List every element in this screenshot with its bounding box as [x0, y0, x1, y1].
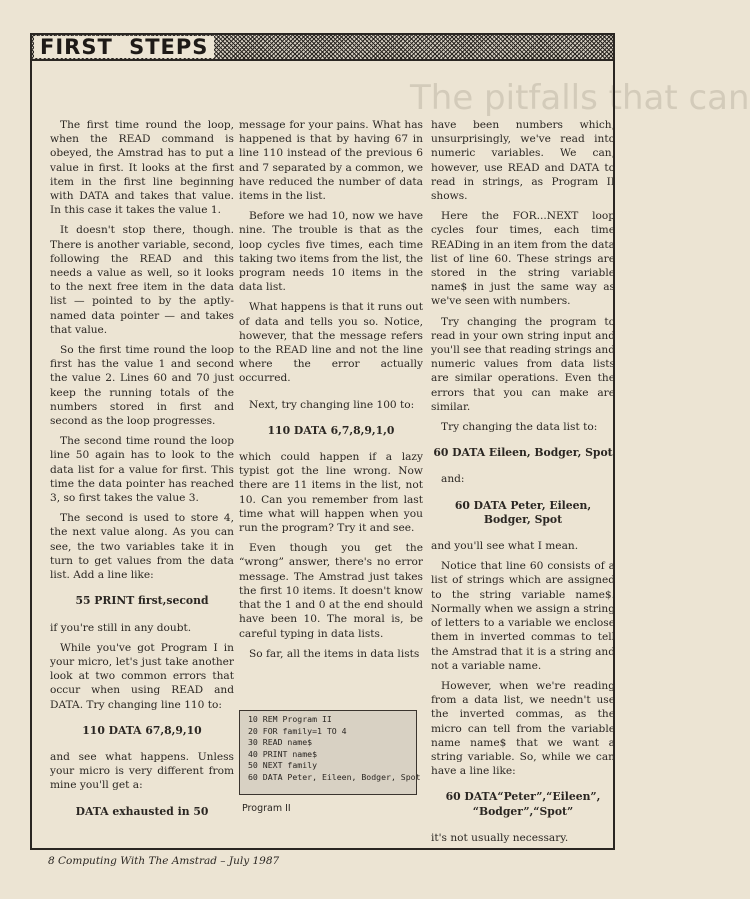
program-caption: Program II — [242, 803, 291, 814]
paragraph: Next, try changing line 100 to: — [249, 398, 415, 411]
page-footer: 8 Computing With The Amstrad – July 1987 — [48, 855, 280, 867]
paragraph: While you've got Program I in your micro, let's just take another look at two common errors that occur when using READ and DATA. Try changing line 110 to: — [50, 641, 234, 711]
code-line: 60 DATA Eileen, Bodger, Spot — [433, 446, 613, 460]
paragraph: and: — [441, 473, 465, 486]
listing-line: 40 PRINT name$ — [248, 748, 318, 759]
paragraph: Try changing the data list to: — [441, 421, 598, 434]
paragraph: and see what happens. Unless your micro is very different from mine you'll get a: — [50, 750, 234, 792]
paragraph: So the first time round the loop first has the value 1 and second the value 2. Lines 60 and 70 just keep the running totals of the numbers stored in first and second as the loop progresses. — [50, 344, 234, 428]
column-3 — [431, 118, 615, 851]
listing-line: 60 DATA Peter, Eileen, Bodger, Spot — [248, 771, 421, 782]
ghost-headline: The pitfalls that can — [410, 78, 750, 118]
paragraph: The second time round the loop line 50 again has to look to the data list for a value for first. This time the data pointer has reached 3, so first takes the value 3. — [50, 435, 234, 505]
paragraph: Here the FOR...NEXT loop cycles four times, each time READing in an item from the data list of line 60. These strings are stored in the string variable name$ in just the same way as we've seen with numbers. — [431, 210, 615, 308]
column-2 — [239, 118, 423, 667]
paragraph: which could happen if a lazy typist got the line wrong. Now there are 11 items in the list, not 10. Can you remember from last time what will happen when you run the program? Try it and see. — [239, 451, 423, 535]
paragraph: It doesn't stop there, though. There is another variable, second, following the READ and this needs a value as well, so it looks to the next free item in the data list — pointed to by the aptly-named data pointer — and takes that value. — [50, 224, 234, 336]
code-line: 60 DATA“Peter”,“Eileen”, “Bodger”,“Spot” — [445, 790, 601, 818]
code-line: 110 DATA 67,8,9,10 — [82, 723, 202, 737]
code-line: 60 DATA Peter, Eileen, Bodger, Spot — [454, 498, 592, 526]
paragraph: it's not usually necessary. — [431, 831, 569, 844]
paragraph: Before we had 10, now we have nine. The trouble is that as the loop cycles five times, each time taking two items from the list, the program needs 10 items in the data list. — [239, 210, 423, 294]
paragraph: Notice that line 60 consists of a list of strings which are assigned to the string variable name$. Normally when we assign a string of letters to a variable we enclose them in inverted commas to tell the Amstrad that it is a string and not a variable name. — [431, 560, 615, 672]
paragraph: message for your pains. What has happened is that by having 67 in line 110 instead of the previous 6 and 7 separated by a common, we have reduced the number of data items in the list. — [239, 119, 423, 203]
paragraph: The first time round the loop, when the READ command is obeyed, the Amstrad has to put a value in first. It looks at the first item in the first line beginning with DATA and takes that value. In this case it takes the value 1. — [50, 119, 234, 217]
program-listing — [239, 710, 421, 795]
listing-line: 50 NEXT family — [248, 760, 318, 771]
paragraph: So far, all the items in data lists — [249, 647, 420, 660]
listing-line: 10 REM Program II — [248, 714, 332, 724]
column-1 — [50, 118, 234, 831]
code-line: DATA exhausted in 50 — [75, 804, 209, 818]
paragraph: The second is used to store 4, the next value along. As you can see, the two variables take it in turn to get values from the data list. Add a line like: — [50, 512, 234, 582]
section-header — [30, 33, 615, 61]
paragraph: Try changing the program to read in your own string input and you'll see that reading strings and numeric values from data lists are similar operations. Even the errors that you can make are similar. — [431, 315, 615, 413]
paragraph: if you're still in any doubt. — [50, 621, 192, 634]
listing-line: 30 READ name$ — [248, 737, 313, 748]
paragraph: Even though you get the “wrong” answer, there's no error message. The Amstrad just takes the first 10 items. It doesn't know that the 1 and 0 at the end should have been 10. The moral is, be careful typing in data lists. — [239, 542, 423, 640]
code-line: 110 DATA 6,7,8,9,1,0 — [267, 423, 395, 437]
paragraph: What happens is that it runs out of data and tells you so. Notice, however, that the message refers to the READ line and not the line where the error actually occurred. — [239, 301, 423, 385]
paragraph: and you'll see what I mean. — [431, 540, 579, 553]
listing-line: 20 FOR family=1 TO 4 — [248, 725, 347, 736]
paragraph: However, when we're reading from a data list, we needn't use the inverted commas, as the micro can tell from the variable name name$ that we want a string variable. So, while we can have a line like: — [431, 679, 615, 778]
paragraph: have been numbers which, unsurprisingly, we've read into numeric variables. We can, however, use READ and DATA to read in strings, as Program II shows. — [431, 119, 615, 203]
code-line: 55 PRINT first,second — [75, 594, 209, 608]
section-title: FIRST STEPS — [34, 36, 214, 58]
